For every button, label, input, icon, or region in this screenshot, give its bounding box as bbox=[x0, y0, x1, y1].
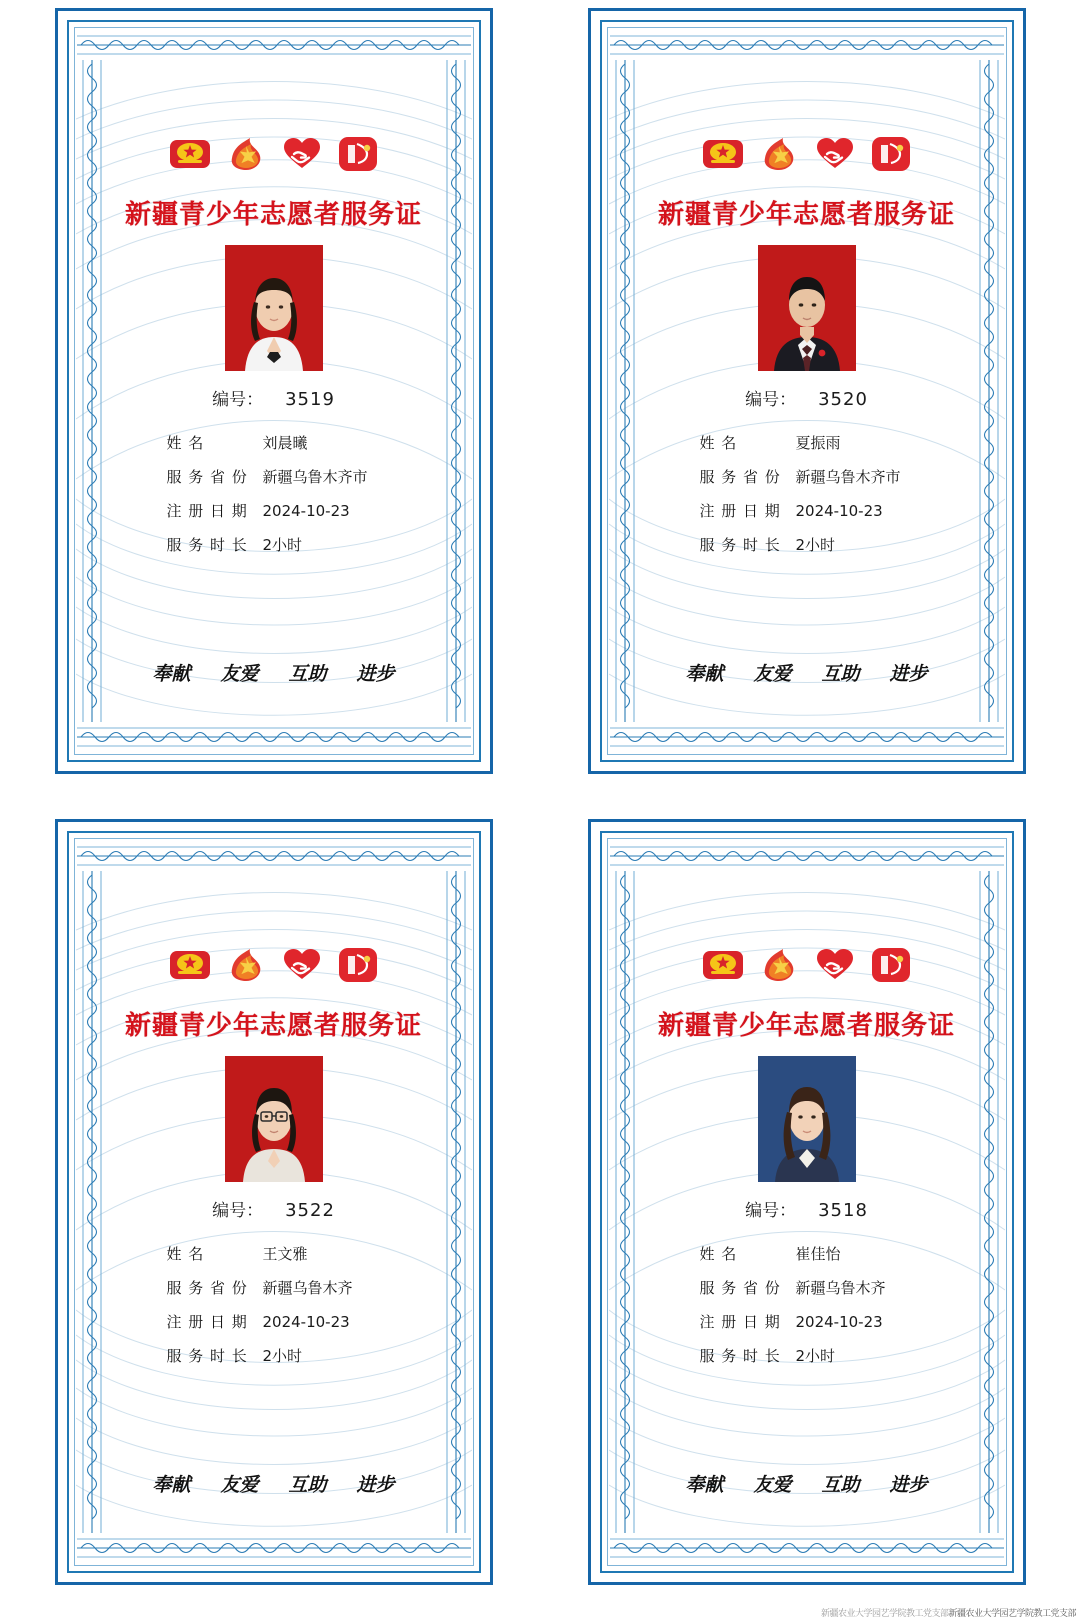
id-number-line bbox=[113, 1196, 435, 1221]
ornament-band-top bbox=[77, 843, 471, 869]
portrait-female-glasses bbox=[225, 1056, 323, 1182]
field-label-duration: 服 务 时 长 bbox=[699, 1346, 781, 1365]
field-value-name: 王文雅 bbox=[262, 1244, 308, 1263]
ornament-side-right bbox=[443, 871, 469, 1533]
ornament-band-bottom bbox=[610, 724, 1004, 750]
card-slot-2 bbox=[545, 8, 1068, 811]
card-content bbox=[113, 879, 435, 1525]
communist-youth-league-emblem-icon bbox=[701, 132, 745, 176]
volunteer-certificate-card bbox=[588, 819, 1026, 1585]
field-label-register-date: 注 册 日 期 bbox=[699, 502, 781, 520]
ornament-band-bottom bbox=[610, 1535, 1004, 1561]
field-value-name: 刘晨曦 bbox=[262, 434, 308, 452]
id-label: 编号： bbox=[745, 1200, 797, 1221]
portrait-female-white-top bbox=[225, 245, 323, 371]
field-value-province: 新疆乌鲁木齐 bbox=[795, 1278, 886, 1297]
red-square-app-icon bbox=[336, 132, 380, 176]
field-name bbox=[167, 432, 435, 453]
volunteer-torch-star-icon bbox=[757, 132, 801, 176]
field-label-province: 服 务 省 份 bbox=[166, 1278, 248, 1297]
id-number: 3519 bbox=[285, 389, 335, 410]
field-label-name: 姓 名 bbox=[699, 434, 738, 452]
fields-block bbox=[113, 432, 435, 555]
ornament-band-top bbox=[77, 32, 471, 58]
ornament-side-right bbox=[976, 871, 1002, 1533]
ornament-side-left bbox=[79, 60, 105, 722]
id-number: 3520 bbox=[818, 389, 868, 410]
field-value-register-date: 2024-10-23 bbox=[795, 502, 883, 520]
volunteer-certificate-card bbox=[55, 819, 493, 1585]
field-name bbox=[167, 1243, 435, 1264]
ornament-side-right bbox=[443, 60, 469, 722]
red-square-app-icon bbox=[869, 943, 913, 987]
field-province bbox=[700, 1277, 968, 1298]
field-value-province: 新疆乌鲁木齐市 bbox=[262, 468, 368, 486]
card-slot-4 bbox=[545, 819, 1068, 1621]
field-label-province: 服 务 省 份 bbox=[699, 1278, 781, 1297]
ornament-side-left bbox=[612, 60, 638, 722]
field-duration bbox=[700, 1345, 968, 1366]
portrait-male-suit bbox=[758, 245, 856, 371]
field-province bbox=[167, 1277, 435, 1298]
logo-row bbox=[646, 941, 968, 989]
volunteer-certificate-card bbox=[588, 8, 1026, 774]
field-name bbox=[700, 432, 968, 453]
field-label-name: 姓 名 bbox=[166, 1244, 205, 1263]
field-value-duration: 2小时 bbox=[795, 1346, 836, 1365]
slogan-row bbox=[123, 1470, 425, 1497]
field-value-register-date: 2024-10-23 bbox=[262, 502, 350, 520]
field-duration bbox=[167, 1345, 435, 1366]
field-value-register-date: 2024-10-23 bbox=[262, 1312, 350, 1331]
field-province bbox=[167, 466, 435, 487]
slogan-row bbox=[656, 1470, 958, 1497]
field-register-date bbox=[167, 1311, 435, 1332]
slogan-word-4: 进步 bbox=[889, 663, 928, 685]
field-label-name: 姓 名 bbox=[699, 1244, 738, 1263]
page-title: 新疆青少年志愿者服务证 bbox=[124, 200, 422, 230]
id-number-line bbox=[646, 385, 968, 410]
field-value-province: 新疆乌鲁木齐 bbox=[262, 1278, 353, 1297]
field-label-province: 服 务 省 份 bbox=[166, 468, 248, 486]
field-label-register-date: 注 册 日 期 bbox=[166, 502, 248, 520]
field-value-name: 崔佳怡 bbox=[795, 1244, 841, 1263]
slogan-word-3: 互助 bbox=[821, 663, 860, 685]
field-value-duration: 2小时 bbox=[262, 536, 303, 554]
ornament-side-left bbox=[612, 871, 638, 1533]
id-label: 编号： bbox=[745, 390, 797, 410]
field-name bbox=[700, 1243, 968, 1264]
slogan-word-4: 进步 bbox=[356, 663, 395, 685]
id-label: 编号： bbox=[212, 390, 264, 410]
card-content bbox=[646, 68, 968, 714]
page-title: 新疆青少年志愿者服务证 bbox=[657, 1010, 955, 1041]
field-register-date bbox=[700, 1311, 968, 1332]
slogan-word-2: 友爱 bbox=[220, 1473, 259, 1496]
communist-youth-league-emblem-icon bbox=[701, 943, 745, 987]
slogan-word-1: 奉献 bbox=[685, 663, 724, 685]
photo-wrapper bbox=[113, 1056, 435, 1182]
field-register-date bbox=[700, 500, 968, 521]
ornament-band-bottom bbox=[77, 1535, 471, 1561]
photo-wrapper bbox=[646, 245, 968, 371]
communist-youth-league-emblem-icon bbox=[168, 132, 212, 176]
page-watermark-faint: 新疆农业大学园艺学院教工党支部 bbox=[820, 1608, 949, 1618]
slogan-word-3: 互助 bbox=[288, 1473, 327, 1496]
card-slot-3 bbox=[12, 819, 535, 1621]
slogan-word-1: 奉献 bbox=[685, 1473, 724, 1496]
slogan-word-4: 进步 bbox=[889, 1473, 928, 1496]
heart-hand-volunteer-icon bbox=[280, 943, 324, 987]
slogan-row bbox=[656, 659, 958, 686]
field-duration bbox=[167, 534, 435, 555]
volunteer-torch-star-icon bbox=[224, 943, 268, 987]
ornament-band-top bbox=[610, 32, 1004, 58]
portrait-female-blue-bg bbox=[758, 1056, 856, 1182]
slogan-word-2: 友爱 bbox=[220, 663, 259, 685]
volunteer-torch-star-icon bbox=[757, 943, 801, 987]
field-value-name: 夏振雨 bbox=[795, 434, 841, 452]
page-watermark-text: 新疆农业大学园艺学院教工党支部 bbox=[948, 1608, 1076, 1618]
field-label-duration: 服 务 时 长 bbox=[166, 536, 248, 554]
field-value-register-date: 2024-10-23 bbox=[795, 1312, 883, 1331]
slogan-word-1: 奉献 bbox=[152, 663, 191, 685]
id-number: 3522 bbox=[285, 1199, 335, 1221]
heart-hand-volunteer-icon bbox=[813, 132, 857, 176]
fields-block bbox=[646, 1243, 968, 1366]
volunteer-torch-star-icon bbox=[224, 132, 268, 176]
id-number: 3518 bbox=[818, 1199, 868, 1221]
photo-wrapper bbox=[113, 245, 435, 371]
slogan-row bbox=[123, 659, 425, 686]
id-number-line bbox=[113, 385, 435, 410]
field-value-duration: 2小时 bbox=[795, 536, 836, 554]
card-slot-1 bbox=[12, 8, 535, 811]
slogan-word-1: 奉献 bbox=[152, 1473, 191, 1496]
logo-row bbox=[113, 941, 435, 989]
field-label-duration: 服 务 时 长 bbox=[166, 1346, 248, 1365]
slogan-word-4: 进步 bbox=[356, 1473, 395, 1496]
ornament-band-top bbox=[610, 843, 1004, 869]
card-content bbox=[113, 68, 435, 714]
field-label-name: 姓 名 bbox=[166, 434, 205, 452]
volunteer-certificate-card bbox=[55, 8, 493, 774]
logo-row bbox=[113, 130, 435, 178]
page-title: 新疆青少年志愿者服务证 bbox=[124, 1010, 422, 1041]
field-label-register-date: 注 册 日 期 bbox=[699, 1312, 781, 1331]
page-watermark bbox=[821, 1606, 1076, 1619]
red-square-app-icon bbox=[869, 132, 913, 176]
id-number-line bbox=[646, 1196, 968, 1221]
field-value-duration: 2小时 bbox=[262, 1346, 303, 1365]
ornament-side-right bbox=[976, 60, 1002, 722]
fields-block bbox=[646, 432, 968, 555]
field-duration bbox=[700, 534, 968, 555]
red-square-app-icon bbox=[336, 943, 380, 987]
communist-youth-league-emblem-icon bbox=[168, 943, 212, 987]
card-content bbox=[646, 879, 968, 1525]
slogan-word-3: 互助 bbox=[288, 663, 327, 685]
field-label-province: 服 务 省 份 bbox=[699, 468, 781, 486]
slogan-word-2: 友爱 bbox=[753, 1473, 792, 1496]
slogan-word-3: 互助 bbox=[821, 1473, 860, 1496]
photo-wrapper bbox=[646, 1056, 968, 1182]
heart-hand-volunteer-icon bbox=[813, 943, 857, 987]
page-title: 新疆青少年志愿者服务证 bbox=[657, 200, 955, 230]
ornament-side-left bbox=[79, 871, 105, 1533]
logo-row bbox=[646, 130, 968, 178]
slogan-word-2: 友爱 bbox=[753, 663, 792, 685]
field-label-register-date: 注 册 日 期 bbox=[166, 1312, 248, 1331]
field-province bbox=[700, 466, 968, 487]
field-register-date bbox=[167, 500, 435, 521]
heart-hand-volunteer-icon bbox=[280, 132, 324, 176]
field-label-duration: 服 务 时 长 bbox=[699, 536, 781, 554]
ornament-band-bottom bbox=[77, 724, 471, 750]
fields-block bbox=[113, 1243, 435, 1366]
id-label: 编号： bbox=[212, 1200, 264, 1221]
field-value-province: 新疆乌鲁木齐市 bbox=[795, 468, 901, 486]
